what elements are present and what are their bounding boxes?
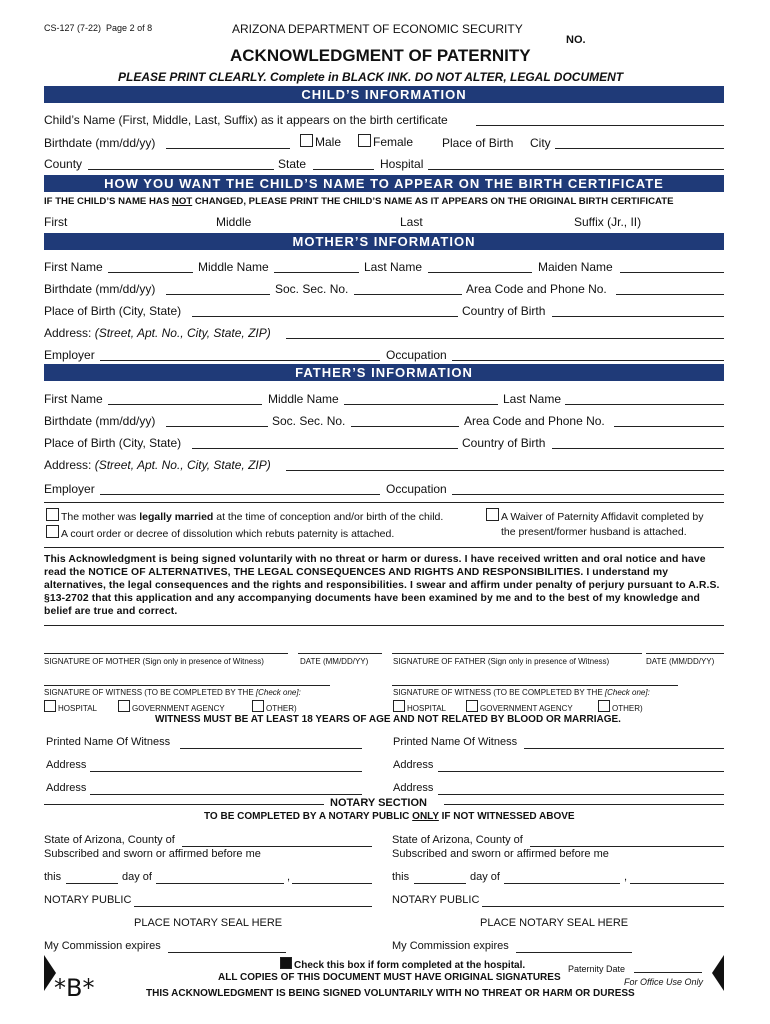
father-signature-label: SIGNATURE OF FATHER (Sign only in presence of Witness)	[393, 657, 610, 666]
waiver-checkbox[interactable]	[486, 508, 499, 521]
father-first-name-field[interactable]	[108, 404, 262, 405]
mother-country-label: Country of Birth	[462, 304, 546, 318]
witness-2-address-2-label: Address	[393, 782, 434, 794]
notary-1-subscribed-label: Subscribed and sworn or affirmed before me	[44, 848, 261, 860]
bc-middle-label: Middle	[216, 215, 252, 229]
father-signature-field[interactable]	[392, 653, 642, 654]
father-middle-name-field[interactable]	[344, 404, 498, 405]
child-name-field[interactable]	[476, 125, 724, 126]
father-country-field[interactable]	[552, 448, 724, 449]
notary-2-month-field[interactable]	[504, 883, 620, 884]
female-checkbox[interactable]	[358, 134, 371, 147]
birth-certificate-section-header: HOW YOU WANT THE CHILD’S NAME TO APPEAR ON THE BIRTH CERTIFICATE	[44, 175, 724, 192]
mother-address-field[interactable]	[286, 338, 724, 339]
child-hospital-label: Hospital	[380, 157, 424, 171]
mother-phone-field[interactable]	[616, 294, 724, 295]
father-phone-label: Area Code and Phone No.	[464, 414, 605, 428]
notary-2-commission-label: My Commission expires	[392, 940, 509, 952]
mother-first-name-label: First Name	[44, 260, 103, 274]
father-ssn-field[interactable]	[351, 426, 459, 427]
notary-1-commission-label: My Commission expires	[44, 940, 161, 952]
witness-1-signature-label: SIGNATURE OF WITNESS (TO BE COMPLETED BY THE [Check one]:	[44, 688, 301, 697]
notary-1-county-field[interactable]	[182, 846, 372, 847]
hospital-checkbox[interactable]	[280, 957, 292, 969]
mother-date-label: DATE (MM/DD/YY)	[300, 657, 369, 666]
witness-1-hospital-checkbox[interactable]	[44, 700, 56, 712]
hospital-check-option[interactable]: Check this box if form completed at the hospital.	[280, 957, 525, 971]
mother-country-field[interactable]	[552, 316, 724, 317]
instructions: PLEASE PRINT CLEARLY. Complete in BLACK INK. DO NOT ALTER, LEGAL DOCUMENT	[118, 70, 624, 84]
witness-1-signature-field[interactable]	[44, 685, 330, 686]
notary-1-commission-field[interactable]	[168, 952, 286, 953]
mother-middle-name-label: Middle Name	[198, 260, 269, 274]
child-section-header: CHILD’S INFORMATION	[44, 86, 724, 103]
male-checkbox[interactable]	[300, 134, 313, 147]
notary-1-this-label: this	[44, 871, 62, 883]
father-employer-label: Employer	[44, 482, 95, 496]
notary-2-comma: ,	[624, 871, 628, 883]
notary-1-year-field[interactable]	[292, 883, 372, 884]
department-name: ARIZONA DEPARTMENT OF ECONOMIC SECURITY	[232, 22, 523, 36]
notary-1-seal-label: PLACE NOTARY SEAL HERE	[134, 917, 283, 929]
waiver-option[interactable]: A Waiver of Paternity Affidavit completed by	[486, 508, 704, 523]
notary-1-day-of-label: day of	[122, 871, 152, 883]
form-code: CS-127 (7-22) Page 2 of 8	[44, 23, 153, 33]
witness-1-printed-name-field[interactable]	[180, 748, 362, 749]
mother-birthdate-field[interactable]	[166, 294, 270, 295]
legal-statement: This Acknowledgment is being signed voluntarily with no threat or harm or duress. I have received written and oral notice and have read the NOTICE OF ALTERNATIVES, THE LEGAL CONSEQUENCES AND RIGHTS AND RESPONSIBILITIES. I understand my alternatives, the legal consequences and the rights and responsibilities. I swear and affirm under penalty of perjury pursuant to A.R.S. §13-2702 that this application and any accompanying documents have been examined by me and to the best of my knowledge and belief are true and correct.	[44, 554, 720, 617]
father-occupation-label: Occupation	[386, 482, 447, 496]
divider	[444, 804, 724, 805]
mother-maiden-name-field[interactable]	[620, 272, 724, 273]
mother-employer-field[interactable]	[100, 360, 380, 361]
mother-place-of-birth-label: Place of Birth (City, State)	[44, 304, 182, 318]
divider	[44, 502, 724, 503]
witness-2-hospital-option[interactable]: HOSPITAL	[393, 700, 446, 713]
notary-2-year-field[interactable]	[630, 883, 724, 884]
mother-phone-label: Area Code and Phone No.	[466, 282, 607, 296]
father-phone-field[interactable]	[614, 426, 724, 427]
mother-last-name-field[interactable]	[428, 272, 532, 273]
child-birthdate-label: Birthdate (mm/dd/yy)	[44, 136, 156, 150]
father-section-header: FATHER’S INFORMATION	[44, 364, 724, 381]
father-middle-name-label: Middle Name	[268, 392, 339, 406]
mother-maiden-name-label: Maiden Name	[538, 260, 613, 274]
notary-1-public-label: NOTARY PUBLIC	[44, 894, 132, 906]
voluntary-note: THIS ACKNOWLEDGMENT IS BEING SIGNED VOLUNTARILY WITH NO THREAT OR HARM OR DURESS	[146, 988, 635, 999]
birth-certificate-note: IF THE CHILD’S NAME HAS NOT CHANGED, PLEASE PRINT THE CHILD’S NAME AS IT APPEARS ON THE ORIGINAL BIRTH CERTIFICATE	[44, 196, 674, 207]
child-birthdate-field[interactable]	[166, 148, 290, 149]
mother-last-name-label: Last Name	[364, 260, 423, 274]
mother-employer-label: Employer	[44, 348, 95, 362]
court-order-option[interactable]: A court order or decree of dissolution which rebuts paternity is attached.	[46, 525, 394, 540]
witness-2-other-option[interactable]: OTHER)	[598, 700, 643, 713]
witness-1-address-2-label: Address	[46, 782, 87, 794]
witness-2-address-2-field[interactable]	[438, 794, 724, 795]
witness-1-address-label: Address	[46, 759, 87, 771]
mother-signature-label: SIGNATURE OF MOTHER (Sign only in presence of Witness)	[44, 657, 264, 666]
witness-1-printed-name-label: Printed Name Of Witness	[46, 736, 171, 748]
father-first-name-label: First Name	[44, 392, 103, 406]
mother-birthdate-label: Birthdate (mm/dd/yy)	[44, 282, 156, 296]
notary-2-state-county-label: State of Arizona, County of	[392, 834, 523, 846]
father-date-field[interactable]	[646, 653, 724, 654]
witness-2-signature-label: SIGNATURE OF WITNESS (TO BE COMPLETED BY THE [Check one]:	[393, 688, 650, 697]
witness-1-hospital-option[interactable]: HOSPITAL	[44, 700, 97, 713]
witness-2-address-label: Address	[393, 759, 434, 771]
witness-2-hospital-checkbox[interactable]	[393, 700, 405, 712]
mother-occupation-field[interactable]	[452, 360, 724, 361]
child-state-field[interactable]	[313, 169, 374, 170]
witness-1-other-checkbox[interactable]	[252, 700, 264, 712]
office-use-label: For Office Use Only	[624, 977, 704, 987]
child-place-of-birth-label: Place of Birth	[442, 136, 514, 150]
waiver-line-2: the present/former husband is attached.	[501, 526, 687, 538]
father-place-of-birth-label: Place of Birth (City, State)	[44, 436, 182, 450]
notary-2-this-label: this	[392, 871, 410, 883]
notary-2-seal-label: PLACE NOTARY SEAL HERE	[480, 917, 629, 929]
father-employer-field[interactable]	[100, 494, 380, 495]
father-date-label: DATE (MM/DD/YY)	[646, 657, 715, 666]
father-occupation-field[interactable]	[452, 494, 724, 495]
bc-last-label: Last	[400, 215, 423, 229]
witness-2-other-checkbox[interactable]	[598, 700, 610, 712]
father-birthdate-label: Birthdate (mm/dd/yy)	[44, 414, 156, 428]
paternity-date-field[interactable]	[634, 972, 702, 973]
notary-2-commission-field[interactable]	[516, 952, 632, 953]
notary-1-day-field[interactable]	[66, 883, 118, 884]
child-county-field[interactable]	[88, 169, 274, 170]
notary-2-public-field[interactable]	[482, 906, 724, 907]
witness-1-agency-checkbox[interactable]	[118, 700, 130, 712]
witness-2-printed-name-label: Printed Name Of Witness	[393, 736, 518, 748]
mother-address-label: Address: (Street, Apt. No., City, State, ZIP)	[44, 326, 271, 340]
bc-first-label: First	[44, 215, 68, 229]
father-address-field[interactable]	[286, 470, 724, 471]
witness-2-agency-checkbox[interactable]	[466, 700, 478, 712]
paternity-date-label: Paternity Date	[568, 964, 626, 974]
mother-ssn-field[interactable]	[354, 294, 462, 295]
notary-2-day-of-label: day of	[470, 871, 500, 883]
mother-middle-name-field[interactable]	[274, 272, 359, 273]
father-place-of-birth-field[interactable]	[192, 448, 458, 449]
witness-2-signature-field[interactable]	[392, 685, 678, 686]
notary-instructions: TO BE COMPLETED BY A NOTARY PUBLIC ONLY IF NOT WITNESSED ABOVE	[204, 811, 575, 822]
mother-date-field[interactable]	[298, 653, 382, 654]
mother-occupation-label: Occupation	[386, 348, 447, 362]
mother-section-header: MOTHER’S INFORMATION	[44, 233, 724, 250]
mother-place-of-birth-field[interactable]	[192, 316, 458, 317]
witness-1-address-2-field[interactable]	[90, 794, 362, 795]
witness-rule: WITNESS MUST BE AT LEAST 18 YEARS OF AGE AND NOT RELATED BY BLOOD OR MARRIAGE.	[155, 714, 621, 725]
father-last-name-label: Last Name	[503, 392, 562, 406]
court-order-checkbox[interactable]	[46, 525, 59, 538]
female-option[interactable]: Female	[358, 134, 413, 149]
child-state-label: State	[278, 157, 307, 171]
child-city-field[interactable]	[555, 148, 724, 149]
mother-first-name-field[interactable]	[108, 272, 193, 273]
married-option[interactable]: The mother was legally married at the time of conception and/or birth of the child.	[46, 508, 443, 523]
notary-2-county-field[interactable]	[530, 846, 724, 847]
notary-section-title: NOTARY SECTION	[330, 797, 427, 809]
notary-1-public-field[interactable]	[134, 906, 372, 907]
notary-1-month-field[interactable]	[156, 883, 284, 884]
child-hospital-field[interactable]	[428, 169, 724, 170]
notary-1-state-county-label: State of Arizona, County of	[44, 834, 175, 846]
right-marker-icon	[712, 955, 724, 991]
child-city-label: City	[530, 136, 551, 150]
divider	[44, 625, 724, 626]
mother-ssn-label: Soc. Sec. No.	[275, 282, 349, 296]
child-name-label: Child’s Name (First, Middle, Last, Suffix) as it appears on the birth certificate	[44, 113, 448, 127]
male-option[interactable]: Male	[300, 134, 341, 149]
page-title: ACKNOWLEDGMENT OF PATERNITY	[230, 46, 531, 65]
bc-suffix-label: Suffix (Jr., II)	[574, 215, 642, 229]
father-ssn-label: Soc. Sec. No.	[272, 414, 346, 428]
witness-1-address-field[interactable]	[90, 771, 362, 772]
child-county-label: County	[44, 157, 83, 171]
father-last-name-field[interactable]	[565, 404, 724, 405]
witness-2-address-field[interactable]	[438, 771, 724, 772]
witness-1-agency-option[interactable]: GOVERNMENT AGENCY	[118, 700, 225, 713]
witness-2-agency-option[interactable]: GOVERNMENT AGENCY	[466, 700, 573, 713]
father-country-label: Country of Birth	[462, 436, 546, 450]
notary-2-subscribed-label: Subscribed and sworn or affirmed before me	[392, 848, 609, 860]
father-address-label: Address: (Street, Apt. No., City, State, ZIP)	[44, 458, 271, 472]
father-birthdate-field[interactable]	[166, 426, 268, 427]
mother-signature-field[interactable]	[44, 653, 288, 654]
form-number-label: NO.	[566, 34, 586, 46]
notary-2-day-field[interactable]	[414, 883, 466, 884]
notary-1-comma: ,	[287, 871, 291, 883]
original-signatures-note: ALL COPIES OF THIS DOCUMENT MUST HAVE ORIGINAL SIGNATURES	[218, 972, 561, 983]
notary-2-public-label: NOTARY PUBLIC	[392, 894, 480, 906]
married-checkbox[interactable]	[46, 508, 59, 521]
divider	[44, 547, 724, 548]
witness-2-printed-name-field[interactable]	[524, 748, 724, 749]
divider	[44, 804, 324, 805]
witness-1-other-option[interactable]: OTHER)	[252, 700, 297, 713]
barcode-mark: *B*	[54, 974, 95, 1002]
